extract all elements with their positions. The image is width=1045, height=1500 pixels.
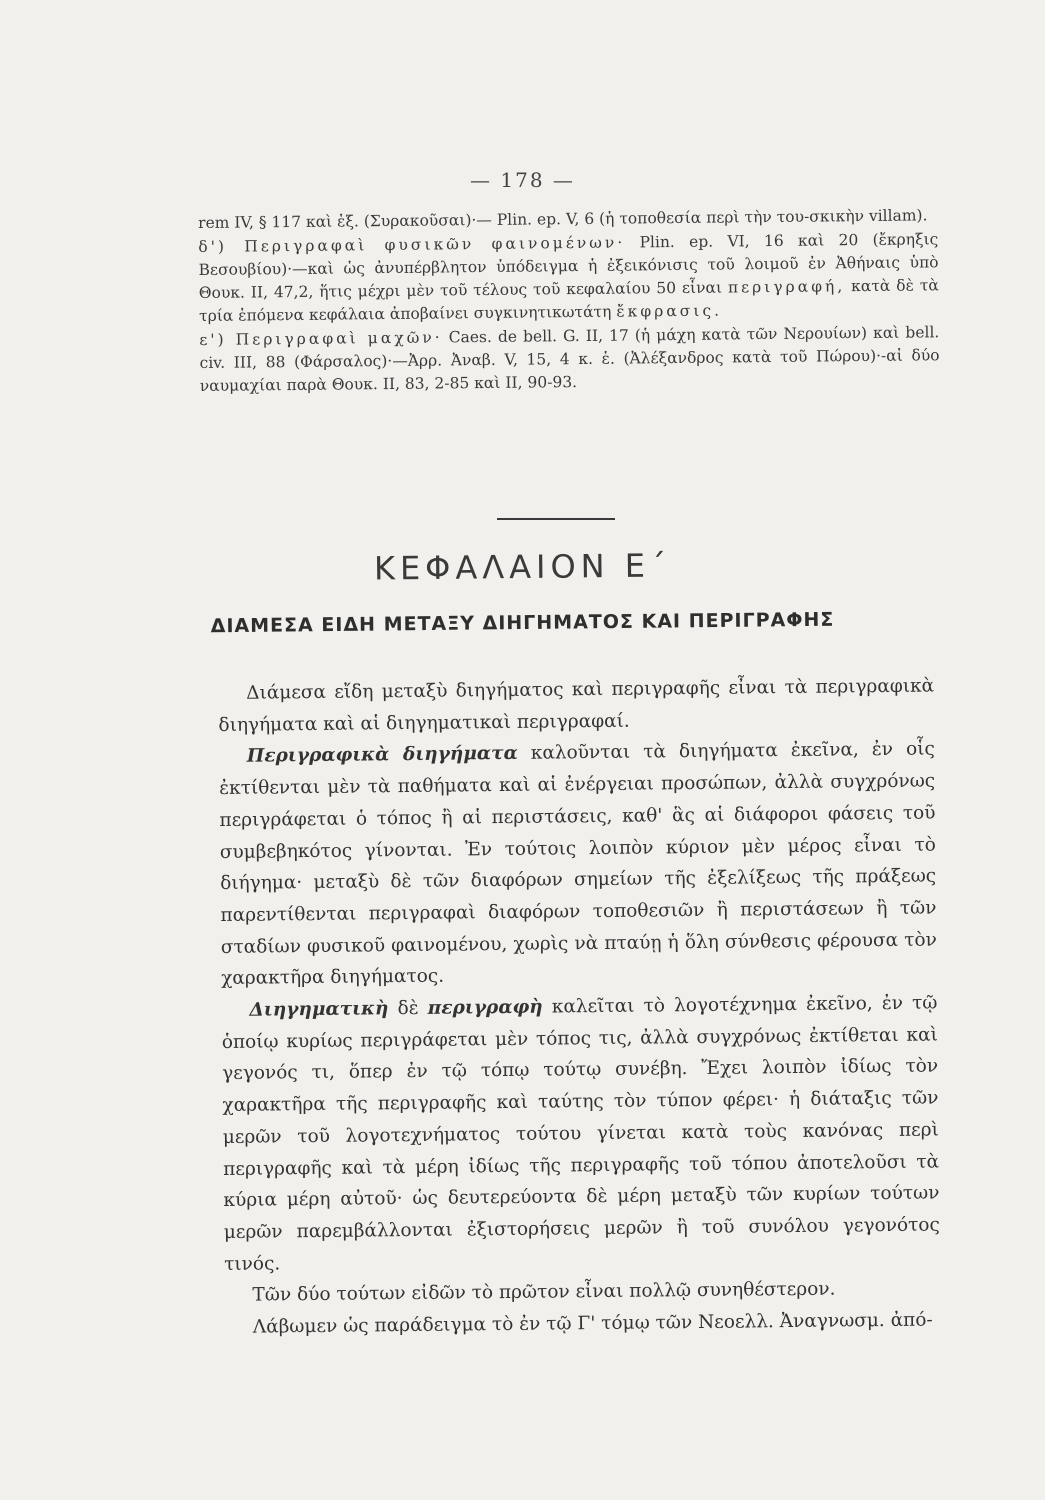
- term-perigrafika-diigimata: Περιγραφικὰ διηγήματα: [246, 743, 518, 768]
- note-e: [199, 321, 940, 398]
- page-number: — 178 —: [470, 168, 575, 192]
- note-e-text: Caes. de bell. G. II, 17 (ἡ μάχη κατὰ τῶν Νερουίων) καὶ bell. civ. III, 88 (Φάρσαλος)·—Ἀρρ. Ἀναβ. V, 15, 4 κ. ἑ. (Ἀλέξανδρος κατὰ τοῦ Πώρου)·-αἱ δύο ναυμαχίαι παρὰ Θουκ. II, 83, 2-85 καὶ II, 90-93.: [199, 323, 940, 395]
- note-e-label: ε') Περιγραφαὶ μαχῶν·: [199, 328, 443, 349]
- chapter-subtitle: ΔΙΑΜΕΣΑ ΕΙΔΗ ΜΕΤΑΞΥ ΔΙΗΓΗΜΑΤΟΣ ΚΑΙ ΠΕΡΙΓΡΑΦΗΣ: [210, 608, 835, 638]
- paragraph-4: Τῶν δύο τούτων εἰδῶν τὸ πρῶτον εἶναι πολλῷ συνηθέστερον.: [252, 1278, 836, 1307]
- term-perigrafi: περιγραφὴ: [427, 996, 543, 1019]
- paragraph-5: Λάβωμεν ὡς παράδειγμα τὸ ἐν τῷ Γ' τόμῳ τῶν Νεοελλ. Ἀναγνωσμ. ἀπό-: [252, 1309, 933, 1338]
- note-d-text: Plin. ep. VI, 16 καὶ 20 (ἔκρηξις Βεσουβίου)·—καὶ ὡς ἀνυπέρβλητον ὑπόδειγμα ἡ ἐξεικόνισις τοῦ λοιμοῦ ἐν Ἀθήναις ὑπὸ Θουκ. II, 47,2, ἥτις μέχρι μὲν τοῦ τέλους τοῦ κεφαλαίου 50 εἶναι: [198, 230, 939, 302]
- note-d-text-2: κατὰ δὲ τὰ τρία ἑπόμενα κεφάλαια ἀποβαίνει συγκινητικωτάτη: [198, 276, 939, 325]
- paragraph-2: [219, 734, 938, 995]
- paragraph-2-text: καλοῦνται τὰ διηγήματα ἐκεῖνα, ἐν οἷς ἐκτίθενται μὲν τὰ παθήματα καὶ αἱ ἐνέργειαι προσώπων, ἀλλὰ συγχρόνως περιγράφεται ὁ τόπος ἢ αἱ περιστάσεις, καθ' ἃς αἱ διάφοροι φάσεις τοῦ συμβεβηκότος γίνονται. Ἐν τούτοις λοιπὸν κύριον μὲν μέρος εἶναι τὸ διήγημα· μεταξὺ δὲ τῶν διαφόρων σημείων τῆς ἐξελίξεως τῆς πράξεως παρεντίθενται περιγραφαὶ διαφόρων τοποθεσιῶν ἢ περιστάσεων ἢ τῶν σταδίων φυσικοῦ φαινομένου, χωρὶς νὰ πταύῃ ἡ ὅλη σύνθεσις φέρουσα τὸν χαρακτῆρα διηγήματος.: [219, 738, 937, 990]
- note-d-spaced-word-1: περιγραφή,: [727, 277, 846, 297]
- note-d: [198, 228, 939, 328]
- paragraph-1: Διάμεσα εἴδη μεταξὺ διηγήματος καὶ περιγραφῆς εἶναι τὰ περιγραφικὰ διηγήματα καὶ αἱ διηγηματικαὶ περιγραφαί.: [218, 675, 935, 736]
- paragraph-3: [221, 988, 940, 1281]
- footnotes-block: [198, 204, 940, 399]
- body-text: [218, 671, 941, 1344]
- note-c-text: rem IV, § 117 καὶ ἑξ. (Συρακοῦσαι)·— Plin. ep. V, 6 (ἡ τοποθεσία περὶ τὴν του-σκικὴν villam).: [198, 206, 928, 232]
- section-divider: [497, 518, 615, 520]
- note-d-spaced-word-2: ἔκφρασις.: [616, 301, 723, 321]
- chapter-title: ΚΕΦΑΛΑΙΟΝ Ε΄: [373, 546, 672, 588]
- paragraph-3-text: καλεῖται τὸ λογοτέχνημα ἐκεῖνο, ἐν τῷ ὁποίῳ κυρίως περιγράφεται μὲν τόπος τις, ἀλλὰ συγχρόνως ἐκτίθεται καὶ γεγονός τι, ὅπερ ἐν τῷ τόπῳ τούτῳ συνέβη. Ἔχει λοιπὸν ἰδίως τὸν χαρακτῆρα τῆς περιγραφῆς καὶ ταύτης τὸν τύπον φέρει· ἡ διάταξις τῶν μερῶν τοῦ λογοτεχνήματος τούτου γίνεται κατὰ τοὺς κανόνας περὶ περιγραφῆς καὶ τὰ μέρη ἰδίως τῆς περιγραφῆς τοῦ τόπου ἀποτελοῦσι τὰ κύρια μέρη αὐτοῦ· ὡς δευτερεύοντα δὲ μέρη μεταξὺ τῶν κυρίων τούτων μερῶν παρεμβάλλονται ἐξιστορήσεις μερῶν ἢ τοῦ συνόλου γεγονότος τινός.: [221, 992, 940, 1275]
- term-diigimatiki: Διηγηματικὴ: [249, 998, 389, 1021]
- paragraph-3-mid: δὲ: [397, 997, 419, 1020]
- note-d-label: δ') Περιγραφαὶ φυσικῶν φαινομένων·: [198, 233, 626, 256]
